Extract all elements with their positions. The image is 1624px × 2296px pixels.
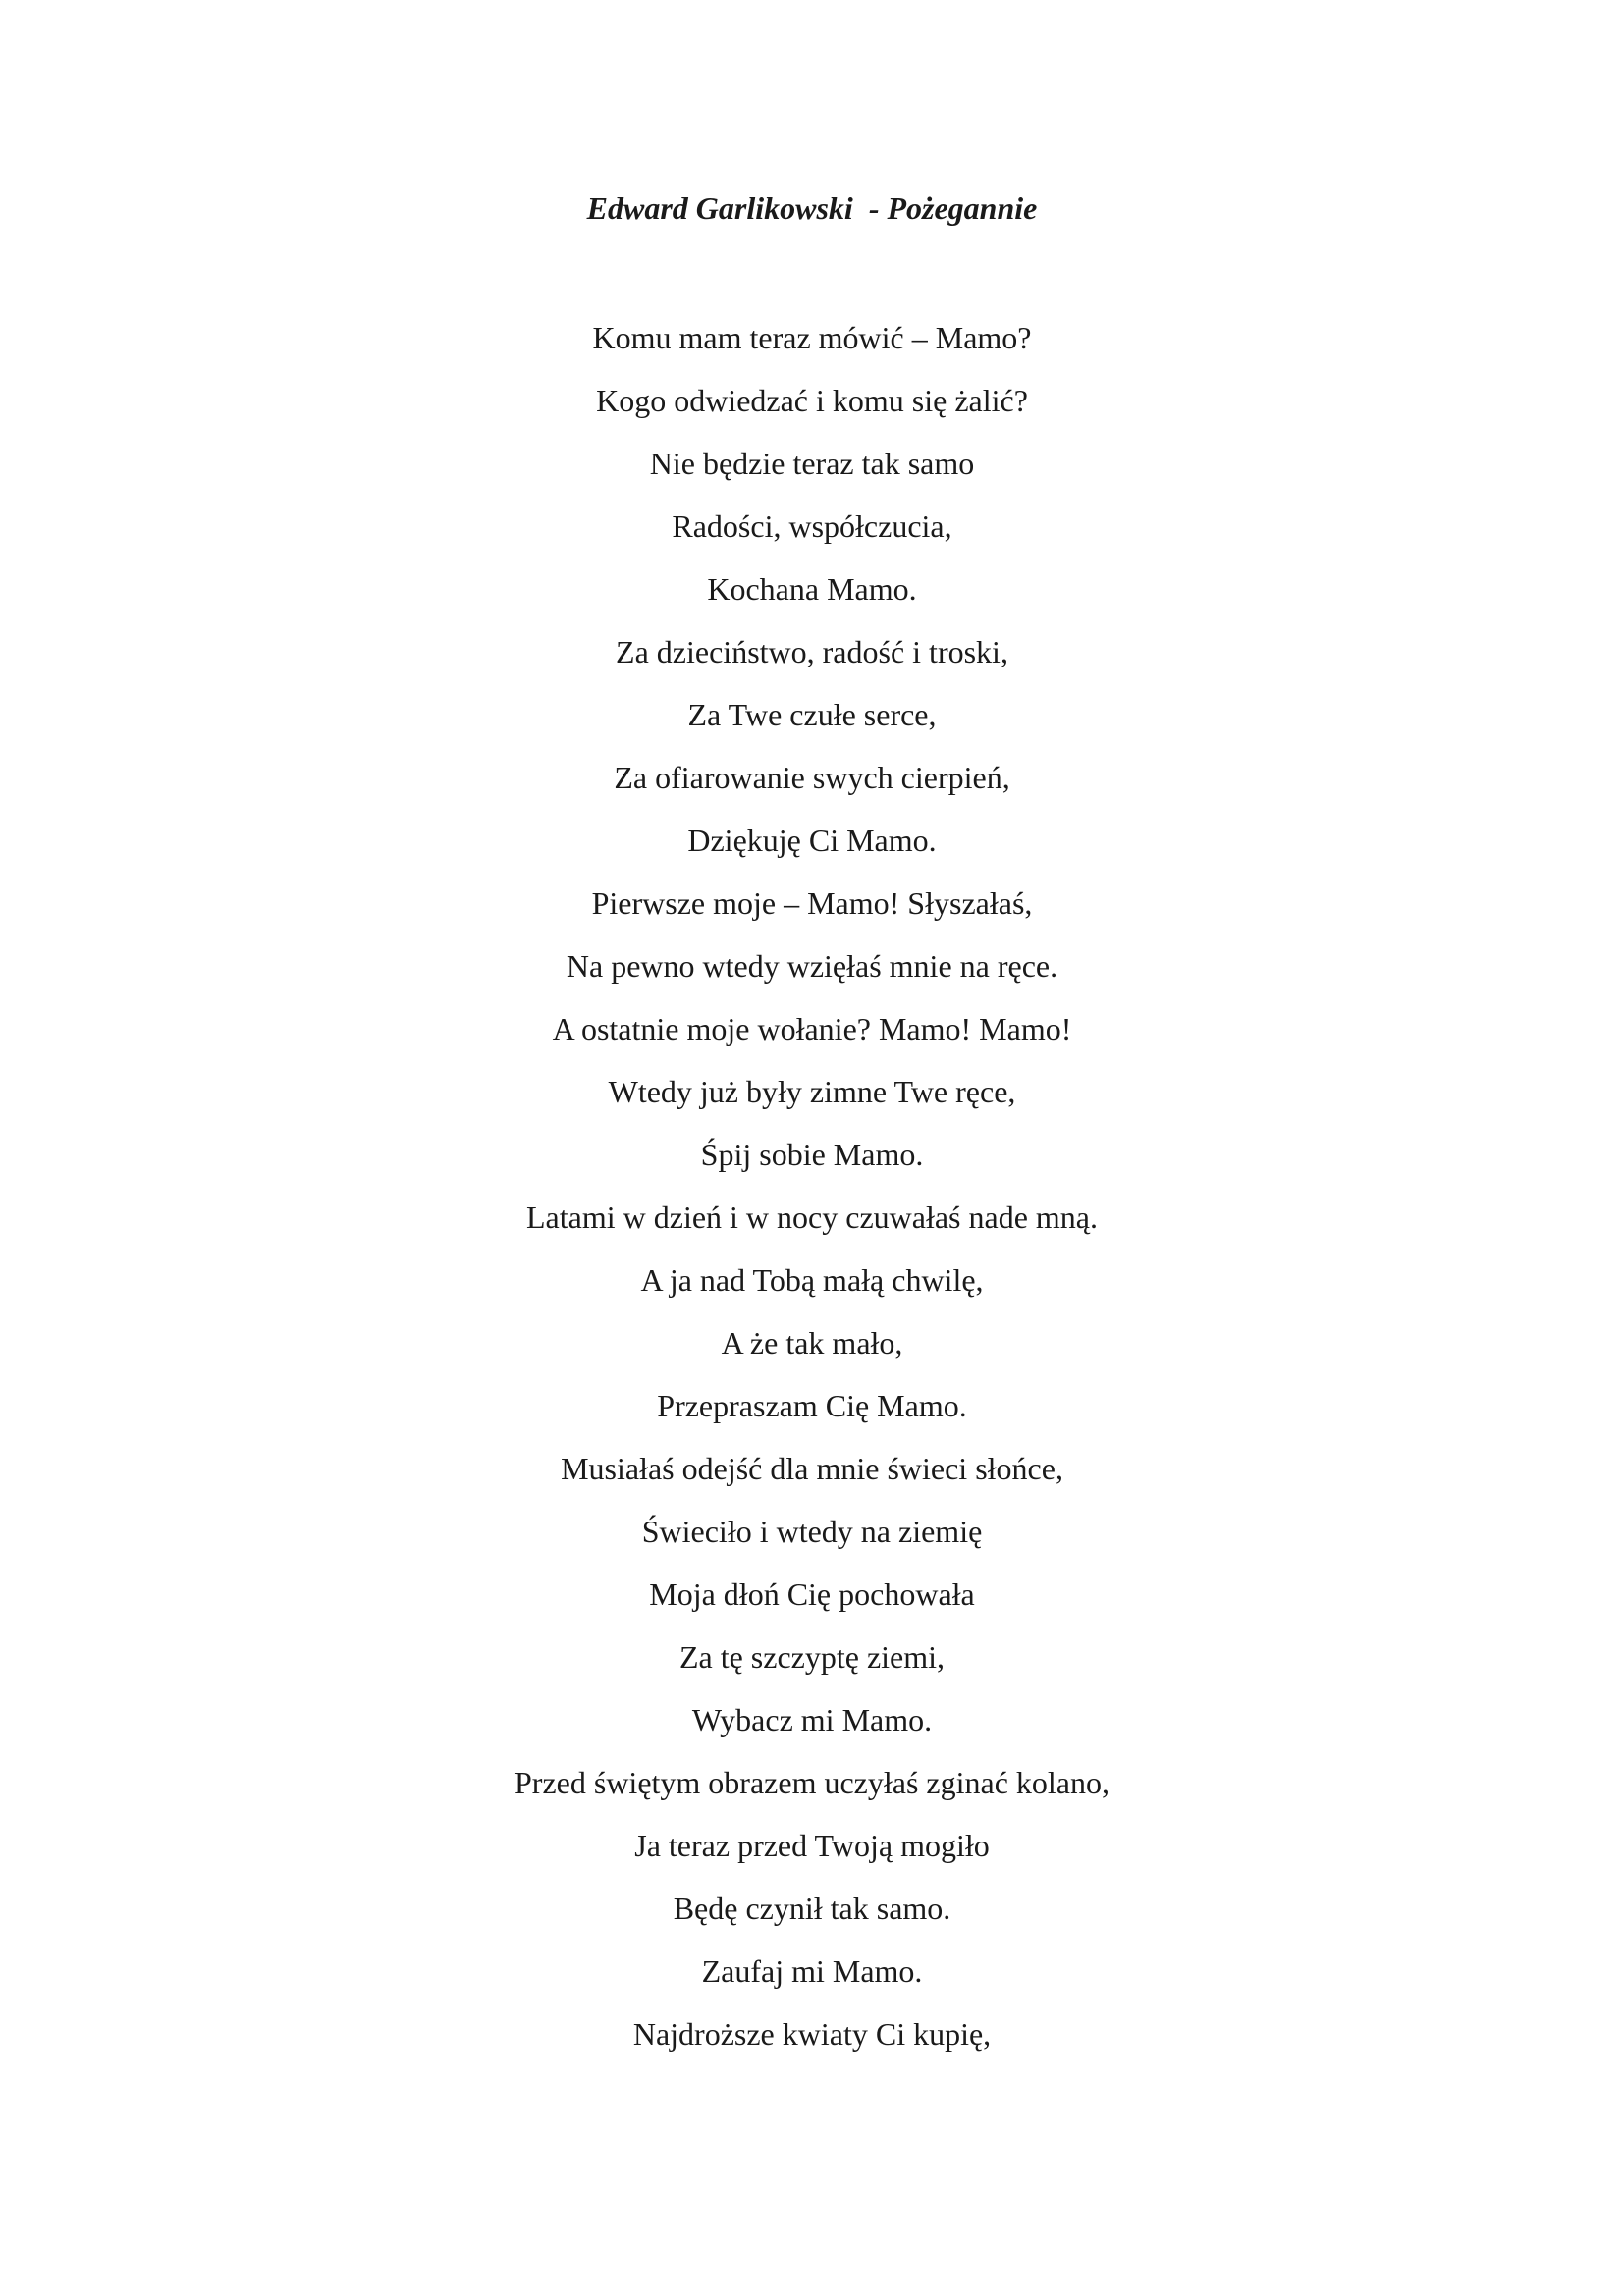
poem-line: Moja dłoń Cię pochowała bbox=[649, 1576, 975, 1612]
poem-line: Za dzieciństwo, radość i troski, bbox=[616, 634, 1008, 669]
poem-line: Pierwsze moje – Mamo! Słyszałaś, bbox=[591, 885, 1033, 921]
poem-line: Wtedy już były zimne Twe ręce, bbox=[608, 1074, 1016, 1109]
poem-line: Na pewno wtedy wzięłaś mnie na ręce. bbox=[566, 948, 1058, 984]
poem-line: Radości, współczucia, bbox=[672, 508, 952, 544]
poem-body bbox=[0, 316, 1624, 2075]
poem-line: Będę czynił tak samo. bbox=[673, 1891, 951, 1926]
poem-line: Przepraszam Cię Mamo. bbox=[657, 1388, 967, 1423]
poem-line: Nie będzie teraz tak samo bbox=[649, 446, 975, 481]
poem-line: A ja nad Tobą małą chwilę, bbox=[640, 1262, 984, 1298]
poem-line: A ostatnie moje wołanie? Mamo! Mamo! bbox=[552, 1011, 1072, 1046]
poem-line: Kochana Mamo. bbox=[707, 571, 917, 607]
poem-line: Najdroższe kwiaty Ci kupię, bbox=[632, 2016, 992, 2052]
poem-line: Przed świętym obrazem uczyłaś zginać kolano, bbox=[514, 1765, 1110, 1800]
poem-title: Edward Garlikowski - Pożegannie bbox=[586, 190, 1038, 226]
poem-line: Musiałaś odejść dla mnie świeci słońce, bbox=[561, 1451, 1063, 1486]
poem-line: Kogo odwiedzać i komu się żalić? bbox=[596, 383, 1028, 418]
poem-line: Śpij sobie Mamo. bbox=[700, 1137, 924, 1172]
poem-line: Komu mam teraz mówić – Mamo? bbox=[592, 320, 1032, 355]
poem-line: Świeciło i wtedy na ziemię bbox=[641, 1514, 983, 1549]
poem-line: Za tę szczyptę ziemi, bbox=[678, 1639, 946, 1675]
poem-line: Zaufaj mi Mamo. bbox=[701, 1953, 923, 1989]
poem-line: Latami w dzień i w nocy czuwałaś nade mną. bbox=[526, 1200, 1098, 1235]
poem-line: Dziękuję Ci Mamo. bbox=[687, 823, 937, 858]
poem-line: Wybacz mi Mamo. bbox=[691, 1702, 933, 1737]
poem-line: A że tak mało, bbox=[721, 1325, 903, 1361]
poem-line: Ja teraz przed Twoją mogiło bbox=[634, 1828, 990, 1863]
poem-line: Za ofiarowanie swych cierpień, bbox=[614, 760, 1010, 795]
poem-line: Za Twe czułe serce, bbox=[687, 697, 937, 732]
